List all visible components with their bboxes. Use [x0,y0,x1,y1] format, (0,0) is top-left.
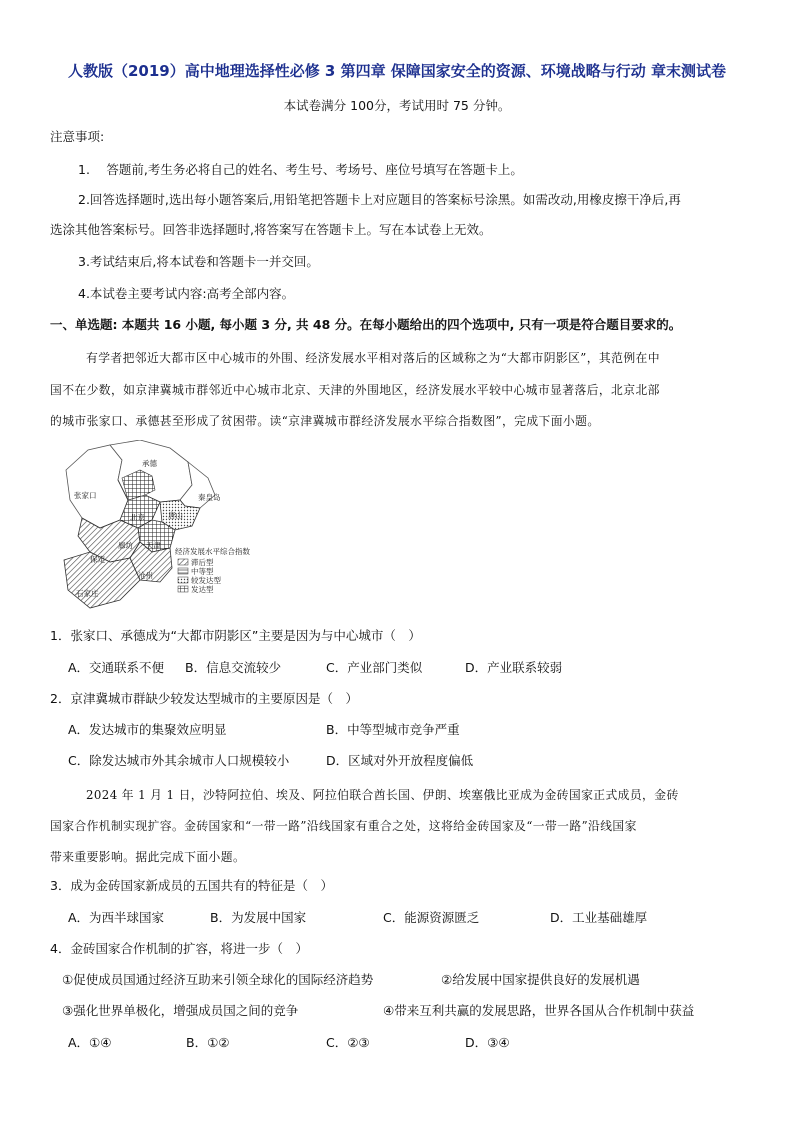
legend-item-fairly-developed: 较发达型 [191,576,221,585]
map-region-zhangjiakou [66,445,128,528]
passage-1-line-1: 有学者把邻近大都市区中心城市的外围、经济发展水平相对落后的区域称之为“大都市阴影区”，其范例在中 [86,351,660,365]
legend-item-medium: 中等型 [191,567,214,576]
exam-subtitle: 本试卷满分 100分，考试用时 75 分钟。 [283,98,511,113]
notice-item-4: 4.本试卷主要考试内容:高考全部内容。 [78,286,295,301]
exam-title: 人教版（2019）高中地理选择性必修 3 第四章 保障国家安全的资源、环境战略与行动 章末测试卷 [67,62,727,80]
city-label-beijing: 北京 [130,513,145,522]
q4-option-c: C．②③ [326,1035,370,1050]
passage-1-line-2: 国不在少数，如京津冀城市群邻近中心城市北京、天津的外围地区，经济发展水平较中心城市显著落后，北京北部 [50,383,660,397]
legend-title: 经济发展水平综合指数 [175,547,250,556]
notice-item-2-line-1: 2.回答选择题时,选出每小题答案后,用铅笔把答题卡上对应题目的答案标号涂黑。如需改动,用橡皮擦干净后,再 [78,192,681,207]
city-label-chengde: 承德 [142,459,157,468]
passage-2-line-3: 带来重要影响。据此完成下面小题。 [50,850,246,864]
legend-swatch-medium [178,568,188,574]
q4-option-b: B．①② [186,1035,230,1050]
q1-option-d: D．产业联系较弱 [465,660,563,675]
passage-2-line-1: 2024 年 1 月 1 日，沙特阿拉伯、埃及、阿拉伯联合酋长国、伊朗、埃塞俄比亚成为金砖国家正式成员，金砖 [86,788,679,802]
city-label-zhangjiakou: 张家口 [74,491,97,500]
q2-option-b: B．中等型城市竞争严重 [326,722,460,737]
passage-1-line-3: 的城市张家口、承德甚至形成了贫困带。读“京津冀城市群经济发展水平综合指数图”，完成下面小题。 [50,414,600,428]
city-label-baoding: 保定 [90,555,105,564]
economic-index-map [60,440,290,615]
city-label-cangzhou: 沧州 [138,571,153,580]
map-svg [60,440,290,615]
section-heading: 一、单选题: 本题共 16 小题, 每小题 3 分, 共 48 分。在每小题给出的四个选项中, 只有一项是符合题目要求的。 [50,317,682,332]
q3-option-b: B．为发展中国家 [210,910,307,925]
legend-swatch-lagging [178,559,188,565]
q2-option-c: C．除发达城市外其余城市人口规模较小 [68,753,290,768]
city-label-qinhuangdao: 秦皇岛 [198,493,221,502]
q4-statement-3: ③强化世界单极化，增强成员国之间的竞争 [62,1003,299,1018]
q1-option-b: B．信息交流较少 [185,660,282,675]
q2-option-a: A．发达城市的集聚效应明显 [68,722,227,737]
notice-item-2-line-2: 选涂其他答案标号。回答非选择题时,将答案写在答题卡上。写在本试卷上无效。 [50,222,492,237]
passage-2-line-2: 国家合作机制实现扩容。金砖国家和“一带一路”沿线国家有重合之处，这将给金砖国家及“一带一路”沿线国家 [50,819,637,833]
q3-option-d: D．工业基础雄厚 [550,910,648,925]
city-label-tianjin: 天津 [146,541,161,550]
city-label-shijiazhuang: 石家庄 [76,589,99,598]
q2-option-d: D．区域对外开放程度偏低 [326,753,474,768]
question-1-stem: 1．张家口、承德成为“大都市阴影区”主要是因为与中心城市（ ） [50,628,421,643]
q4-option-d: D．③④ [465,1035,510,1050]
city-label-tangshan: 唐山 [168,511,183,520]
notice-heading: 注意事项: [50,129,105,144]
q3-option-c: C．能源资源匮乏 [383,910,480,925]
q4-statement-2: ②给发展中国家提供良好的发展机遇 [441,972,640,987]
legend-item-lagging: 滞后型 [191,558,214,567]
legend-swatch-fairly-developed [178,577,188,583]
legend-item-developed: 发达型 [191,585,214,594]
q1-option-a: A．交通联系不便 [68,660,165,675]
q3-option-a: A．为西半球国家 [68,910,165,925]
q1-option-c: C．产业部门类似 [326,660,423,675]
question-3-stem: 3．成为金砖国家新成员的五国共有的特征是（ ） [50,878,333,893]
question-4-stem: 4．金砖国家合作机制的扩容，将进一步（ ） [50,941,308,956]
city-label-langfang: 廊坊 [118,541,133,550]
question-2-stem: 2．京津冀城市群缺少较发达型城市的主要原因是（ ） [50,691,358,706]
notice-item-1: 1. 答题前,考生务必将自己的姓名、考生号、考场号、座位号填写在答题卡上。 [78,162,523,177]
legend-swatch-developed [178,586,188,592]
q4-option-a: A．①④ [68,1035,112,1050]
q4-statement-1: ①促使成员国通过经济互助来引领全球化的国际经济趋势 [62,972,374,987]
notice-item-3: 3.考试结束后,将本试卷和答题卡一并交回。 [78,254,319,269]
q4-statement-4: ④带来互利共赢的发展思路，世界各国从合作机制中获益 [383,1003,695,1018]
